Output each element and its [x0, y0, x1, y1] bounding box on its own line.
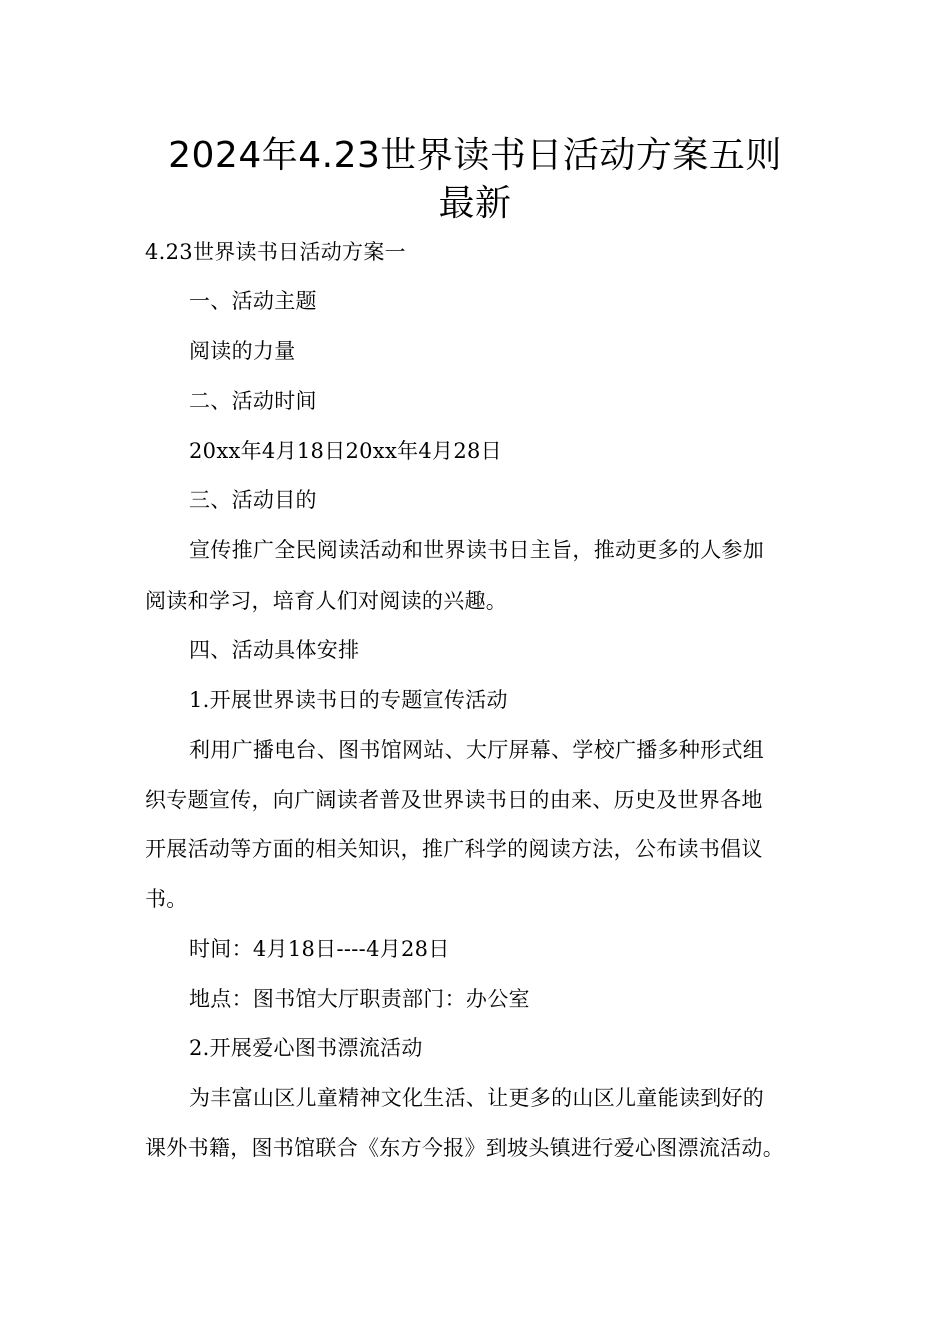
- document-title-line2: 最新: [438, 183, 512, 224]
- sub2-text-line1: 为丰富山区儿童精神文化生活、让更多的山区儿童能读到好的: [189, 1086, 765, 1110]
- section-heading: 4.23世界读书日活动方案一: [145, 240, 406, 264]
- sub1-text-line3: 开展活动等方面的相关知识，推广科学的阅读方法，公布读书倡议: [145, 837, 763, 861]
- document-title-line1: 2024年4.23世界读书日活动方案五则: [168, 135, 782, 176]
- item3-text-line2: 阅读和学习，培育人们对阅读的兴趣。: [145, 589, 508, 613]
- sub2-text-line2: 课外书籍，图书馆联合《东方今报》到坡头镇进行爱心图漂流活动。: [145, 1136, 784, 1160]
- sub1-text-line2: 织专题宣传，向广阔读者普及世界读书日的由来、历史及世界各地: [145, 788, 763, 812]
- item3-heading: 三、活动目的: [189, 488, 317, 512]
- item1-text: 阅读的力量: [189, 339, 296, 363]
- sub2-heading: 2.开展爱心图书漂流活动: [189, 1036, 423, 1060]
- item2-text: 20xx年4月18日20xx年4月28日: [189, 439, 502, 463]
- item2-heading: 二、活动时间: [189, 389, 317, 413]
- item4-heading: 四、活动具体安排: [189, 638, 360, 662]
- sub1-place: 地点：图书馆大厅职责部门：办公室: [189, 987, 530, 1011]
- item3-text-line1: 宣传推广全民阅读活动和世界读书日主旨，推动更多的人参加: [189, 538, 765, 562]
- item1-heading: 一、活动主题: [189, 289, 317, 313]
- sub1-heading: 1.开展世界读书日的专题宣传活动: [189, 688, 508, 712]
- sub1-text-line4: 书。: [145, 887, 188, 911]
- sub1-time: 时间：4月18日----4月28日: [189, 937, 450, 961]
- sub1-text-line1: 利用广播电台、图书馆网站、大厅屏幕、学校广播多种形式组: [189, 738, 765, 762]
